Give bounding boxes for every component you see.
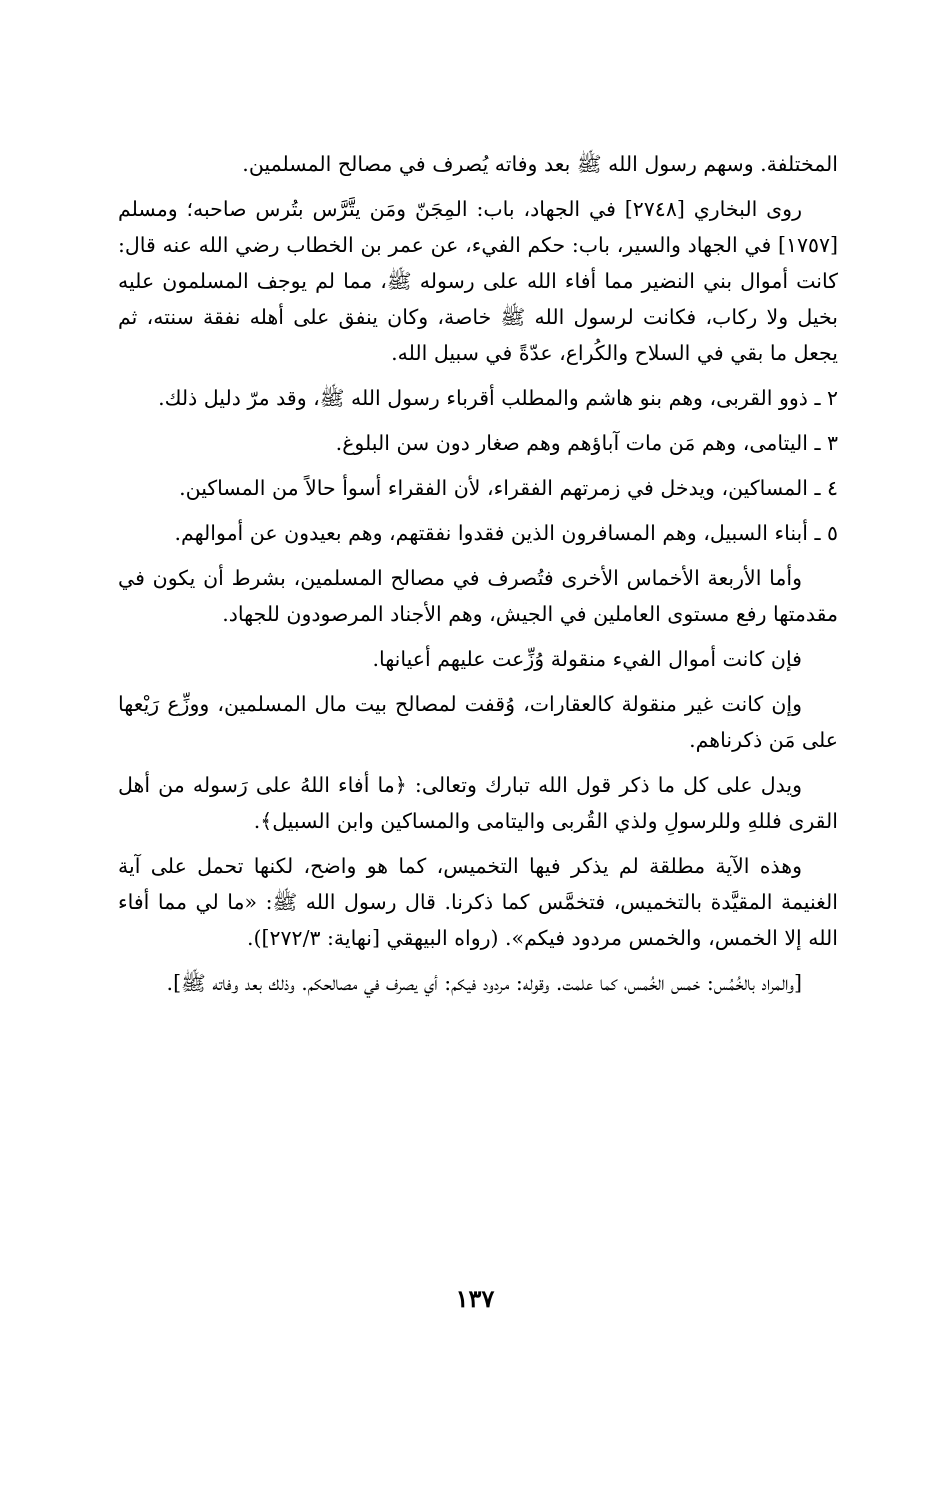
paragraph-four-fifths: وأما الأربعة الأخماس الأخرى فتُصرف في مصالح المسلمين، بشرط أن يكون في مقدمتها رفع مستوى العاملين في الجيش، وهم الأجناد المرصودون للجهاد. (118, 566, 838, 626)
paragraph-immovable: وإن كانت غير منقولة كالعقارات، وُقفت لمصالح بيت مال المسلمين، ووزِّع رَيْعها على مَن ذكرناهم. (118, 692, 838, 752)
paragraph-hadith-bukhari: روى البخاري [٢٧٤٨] في الجهاد، باب: المِجَنّ ومَن يتَّرَّس بتُرس صاحبه؛ ومسلم [١٧٥٧] في الجهاد والسير، باب: حكم الفيء، عن عمر بن الخطاب رضي الله عنه قال: كانت أموال بني النضير مما أفاء الله على رسوله ﷺ، مما لم يوجف المسلمون عليه بخيل ولا ركاب، فكانت لرسول الله ﷺ خاصة، وكان ينفق على أهله نفقة سنته، ثم يجعل ما بقي في السلاح والكُراع، عدّةً في سبيل الله. (118, 197, 838, 365)
list-item-dhawil-qurba: ٢ ـ ذوو القربى، وهم بنو هاشم والمطلب أقرباء رسول الله ﷺ، وقد مرّ دليل ذلك. (158, 386, 838, 410)
paragraph-quran-evidence: ويدل على كل ما ذكر قول الله تبارك وتعالى: ﴿ما أفاء اللهُ على رَسوله من أهل القرى فللهِ وللرسولِ ولذي القُربى واليتامى والمساكين وابن السبيل﴾. (118, 773, 838, 833)
page-body (118, 146, 838, 1010)
list-item-masakin: ٤ ـ المساكين، ويدخل في زمرتهم الفقراء، لأن الفقراء أسوأ حالاً من المساكين. (179, 476, 838, 500)
paragraph-verse-explanation: وهذه الآية مطلقة لم يذكر فيها التخميس، كما هو واضح، لكنها تحمل على آية الغنيمة المقيَّدة بالتخميس، فتخمَّس كما ذكرنا. قال رسول الله ﷺ: «ما لي مما أفاء الله إلا الخمس، والخمس مردود فيكم». (رواه البيهقي [نهاية: ٢٧٢/٣]). (118, 854, 838, 950)
list-item-abna-sabil: ٥ ـ أبناء السبيل، وهم المسافرون الذين فقدوا نفقتهم، وهم بعيدون عن أموالهم. (174, 521, 838, 545)
page-number: ١٣٧ (455, 1284, 495, 1313)
paragraph-continuation: المختلفة. وسهم رسول الله ﷺ بعد وفاته يُصرف في مصالح المسلمين. (242, 152, 838, 176)
paragraph-footnote-khumus: [والمراد بالخُمُس: خمس الخُمس، كما علمت. وقوله: مردود فيكم: أي يصرف في مصالحكم. وذلك بعد وفاته ﷺ]. (166, 971, 802, 995)
paragraph-movable: فإن كانت أموال الفيء منقولة وُزِّعت عليهم أعيانها. (372, 647, 802, 671)
list-item-yatama: ٣ ـ اليتامى، وهم مَن مات آباؤهم وهم صغار دون سن البلوغ. (335, 431, 838, 455)
